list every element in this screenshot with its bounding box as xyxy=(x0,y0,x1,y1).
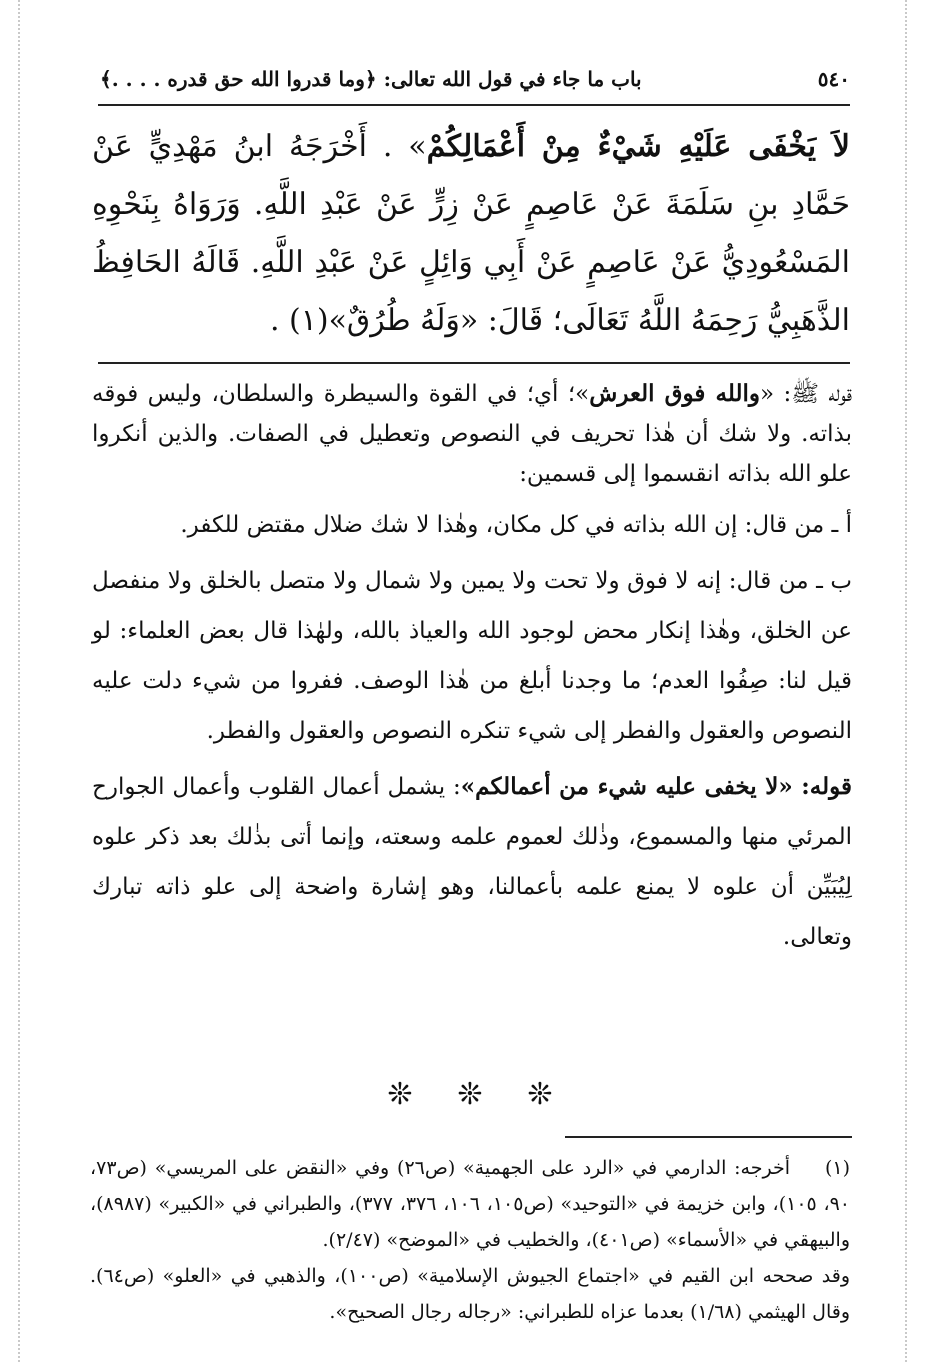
commentary-paragraph-3: ب ـ من قال: إنه لا فوق ولا تحت ولا يمين ولا شمال ولا متصل بالخلق ولا منفصل عن الخلق، وهٰذا إنكار محض لوجود الله والعياذ بالله، ولهٰذا قال بعض العلماء: لو قيل لنا: صِفُوا العدم؛ ما وجدنا أبلغ من هٰذا الوصف. ففروا من شيء دلت عليه النصوص والعقول والفطر إلى شيء تنكره النصوص والعقول والفطر. xyxy=(92,568,852,744)
left-margin-guide xyxy=(18,0,20,1362)
star-ornament: ❊ xyxy=(527,1076,553,1112)
footnote-number: (١) xyxy=(824,1157,850,1179)
commentary-paragraph-4 xyxy=(92,762,852,962)
p1-bold: والله فوق العرش xyxy=(589,380,760,407)
header-rule xyxy=(98,104,850,106)
right-margin-guide xyxy=(905,0,907,1362)
footnote-text: أخرجه: الدارمي في «الرد على الجهمية» (ص٢٦) وفي «النقض على المريسي» (ص٧٣، ٩٠، ١٠٥)، وابن خزيمة في «التوحيد» (ص١٠٥، ١٠٦، ٣٧٦، ٣٧٧)، والطبراني في «الكبير» (٨٩٨٧)، والبيهقي في «الأسماء» (ص٤٠١)، والخطيب في «الموضح» (٢/٤٧). xyxy=(90,1157,851,1251)
p4-rest: : يشمل أعمال القلوب وأعمال الجوارح المرئي منها والمسموع، وذٰلك لعموم علمه وسعته، وإنما أتى بذٰلك بعد ذكر علوه لِيُبَيِّن أن علوه لا يمنع علمه بأعمالنا، وهو إشارة واضحة إلى علو ذاته تبارك وتعالى. xyxy=(92,774,852,950)
footnote-paragraph-1 xyxy=(90,1150,850,1258)
commentary-paragraph-2: أ ـ من قال: إن الله بذاته في كل مكان، وهٰذا لا شك ضلال مقتض للكفر. xyxy=(180,512,852,538)
footnote-rule xyxy=(565,1136,852,1138)
quote-bold-start: لاَ يَخْفَى عَلَيْهِ شَيْءٌ مِنْ أَعْمَالِكُمْ xyxy=(426,129,850,164)
footnote xyxy=(90,1150,850,1330)
star-ornament: ❊ xyxy=(457,1076,483,1112)
quote-paragraph xyxy=(92,118,850,350)
section-divider-stars xyxy=(380,1074,560,1114)
p4-bold: قوله: «لا يخفى عليه شيء من أعمالكم» xyxy=(460,773,852,800)
hadith-quote xyxy=(92,118,850,350)
p1-pre: قوله ﷺ: « xyxy=(759,381,852,407)
commentary xyxy=(92,374,852,968)
p1-rest: »؛ أي؛ في القوة والسيطرة والسلطان، وليس فوقه بذاته. ولا شك أن هٰذا تحريف في النصوص وتعطيل في الصفات. والذين أنكروا علو الله بذاته انقسموا إلى قسمين: xyxy=(92,381,852,487)
section-rule xyxy=(98,362,850,364)
page-number: ٥٤٠ xyxy=(817,67,850,91)
page-header xyxy=(100,62,850,96)
commentary-paragraph-1 xyxy=(92,374,852,494)
footnote-paragraph-2: وقد صححه ابن القيم في «اجتماع الجيوش الإسلامية» (ص١٠٠)، والذهبي في «العلو» (ص٦٤). وقال الهيثمي (١/٦٨) بعدما عزاه للطبراني: «رجاله رجال الصحيح». xyxy=(90,1265,850,1323)
running-title: باب ما جاء في قول الله تعالى: ﴿وما قدروا الله حق قدره . . . .﴾ xyxy=(100,67,642,91)
quote-text: » . أَخْرَجَهُ ابنُ مَهْدِيٍّ عَنْ حَمَّادِ بنِ سَلَمَةَ عَنْ عَاصِمٍ عَنْ زِرٍّ عَنْ عَبْدِ اللَّهِ. وَرَوَاهُ بِنَحْوِهِ المَسْعُودِيُّ عَنْ عَاصِمٍ عَنْ أَبِي وَائِلٍ عَنْ عَبْدِ اللَّهِ. قَالَهُ الحَافِظُ الذَّهَبِيُّ رَحِمَهُ اللَّهُ تَعَالَى؛ قَالَ: «وَلَهُ طُرُقٌ»(١) . xyxy=(92,129,850,338)
star-ornament: ❊ xyxy=(387,1076,413,1112)
